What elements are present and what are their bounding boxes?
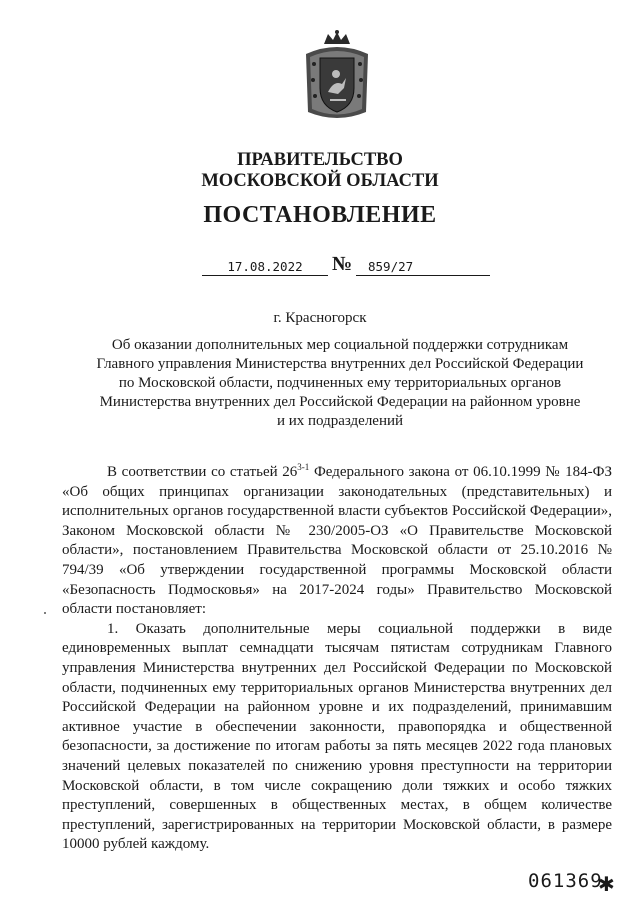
government-heading (0, 150, 640, 192)
clause-1-paragraph: 1. Оказать дополнительные меры социальной поддержки в виде единовременных выплат семнадцати тысячам пятистам сотрудникам Главного управления Министерства внутренних дел Российской Федерации по Московской области, подчиненных ему территориальных органов Министерства внутренних дел Российской Федерации на районном уровне и их подразделений, принимавшим активное участие в обеспечении законности, правопорядка и общественной безопасности, за достижение по итогам работы за пять месяцев 2022 года плановых значений целевых показателей по снижению уровня преступности на территории Московской области, в том числе сокращению доли тяжких и особо тяжких преступлений, совершенных в общественных местах, в общем количестве преступлений, зарегистрированных на территории Московской области, в размере 10000 рублей каждому. (62, 620, 612, 853)
number-sign: № (332, 253, 353, 275)
title-line: Главного управления Министерства внутренних дел Российской Федерации (96, 356, 584, 372)
government-heading-line1: ПРАВИТЕЛЬСТВО (237, 150, 403, 170)
scan-speck (44, 612, 46, 614)
article-superscript: 3-1 (297, 462, 310, 472)
serial-number: 061369 (528, 870, 603, 892)
title-line: по Московской области, подчиненных ему территориальных органов (118, 375, 562, 391)
preamble-rest: Федерального закона от 06.10.1999 № 184-ФЗ «Об общих принципах организации законодательных (представительных) и исполнительных органов государственной власти субъектов Российской Федерации», Законом Московской области № 230/2005-ОЗ «О Правительстве Московской области», постановлением Правительства Московской области от 25.10.2016 № 794/39 «Об утверждении государственной программы Московской области «Безопасность Подмосковья» на 2017-2024 годы» Правительство Московской области постановляет: (62, 464, 612, 618)
document-body (62, 458, 612, 855)
preamble-paragraph (62, 458, 612, 620)
government-heading-line2: МОСКОВСКОЙ ОБЛАСТИ (201, 171, 439, 191)
document-type: ПОСТАНОВЛЕНИЕ (203, 202, 437, 228)
preamble-start: В соответствии со статьей 26 (107, 464, 298, 480)
city-line: г. Красногорск (273, 310, 367, 326)
title-line: Министерства внутренних дел Российской Федерации на районном уровне (99, 394, 581, 410)
coat-of-arms-icon (300, 30, 374, 124)
title-line: и их подразделений (276, 413, 404, 429)
document-number: 859/27 (356, 258, 490, 276)
document-date: 17.08.2022 (202, 258, 328, 276)
title-line: Об оказании дополнительных мер социальной поддержки сотрудникам (111, 337, 569, 353)
serial-mark: ✱ (598, 872, 615, 896)
document-title (60, 336, 620, 431)
